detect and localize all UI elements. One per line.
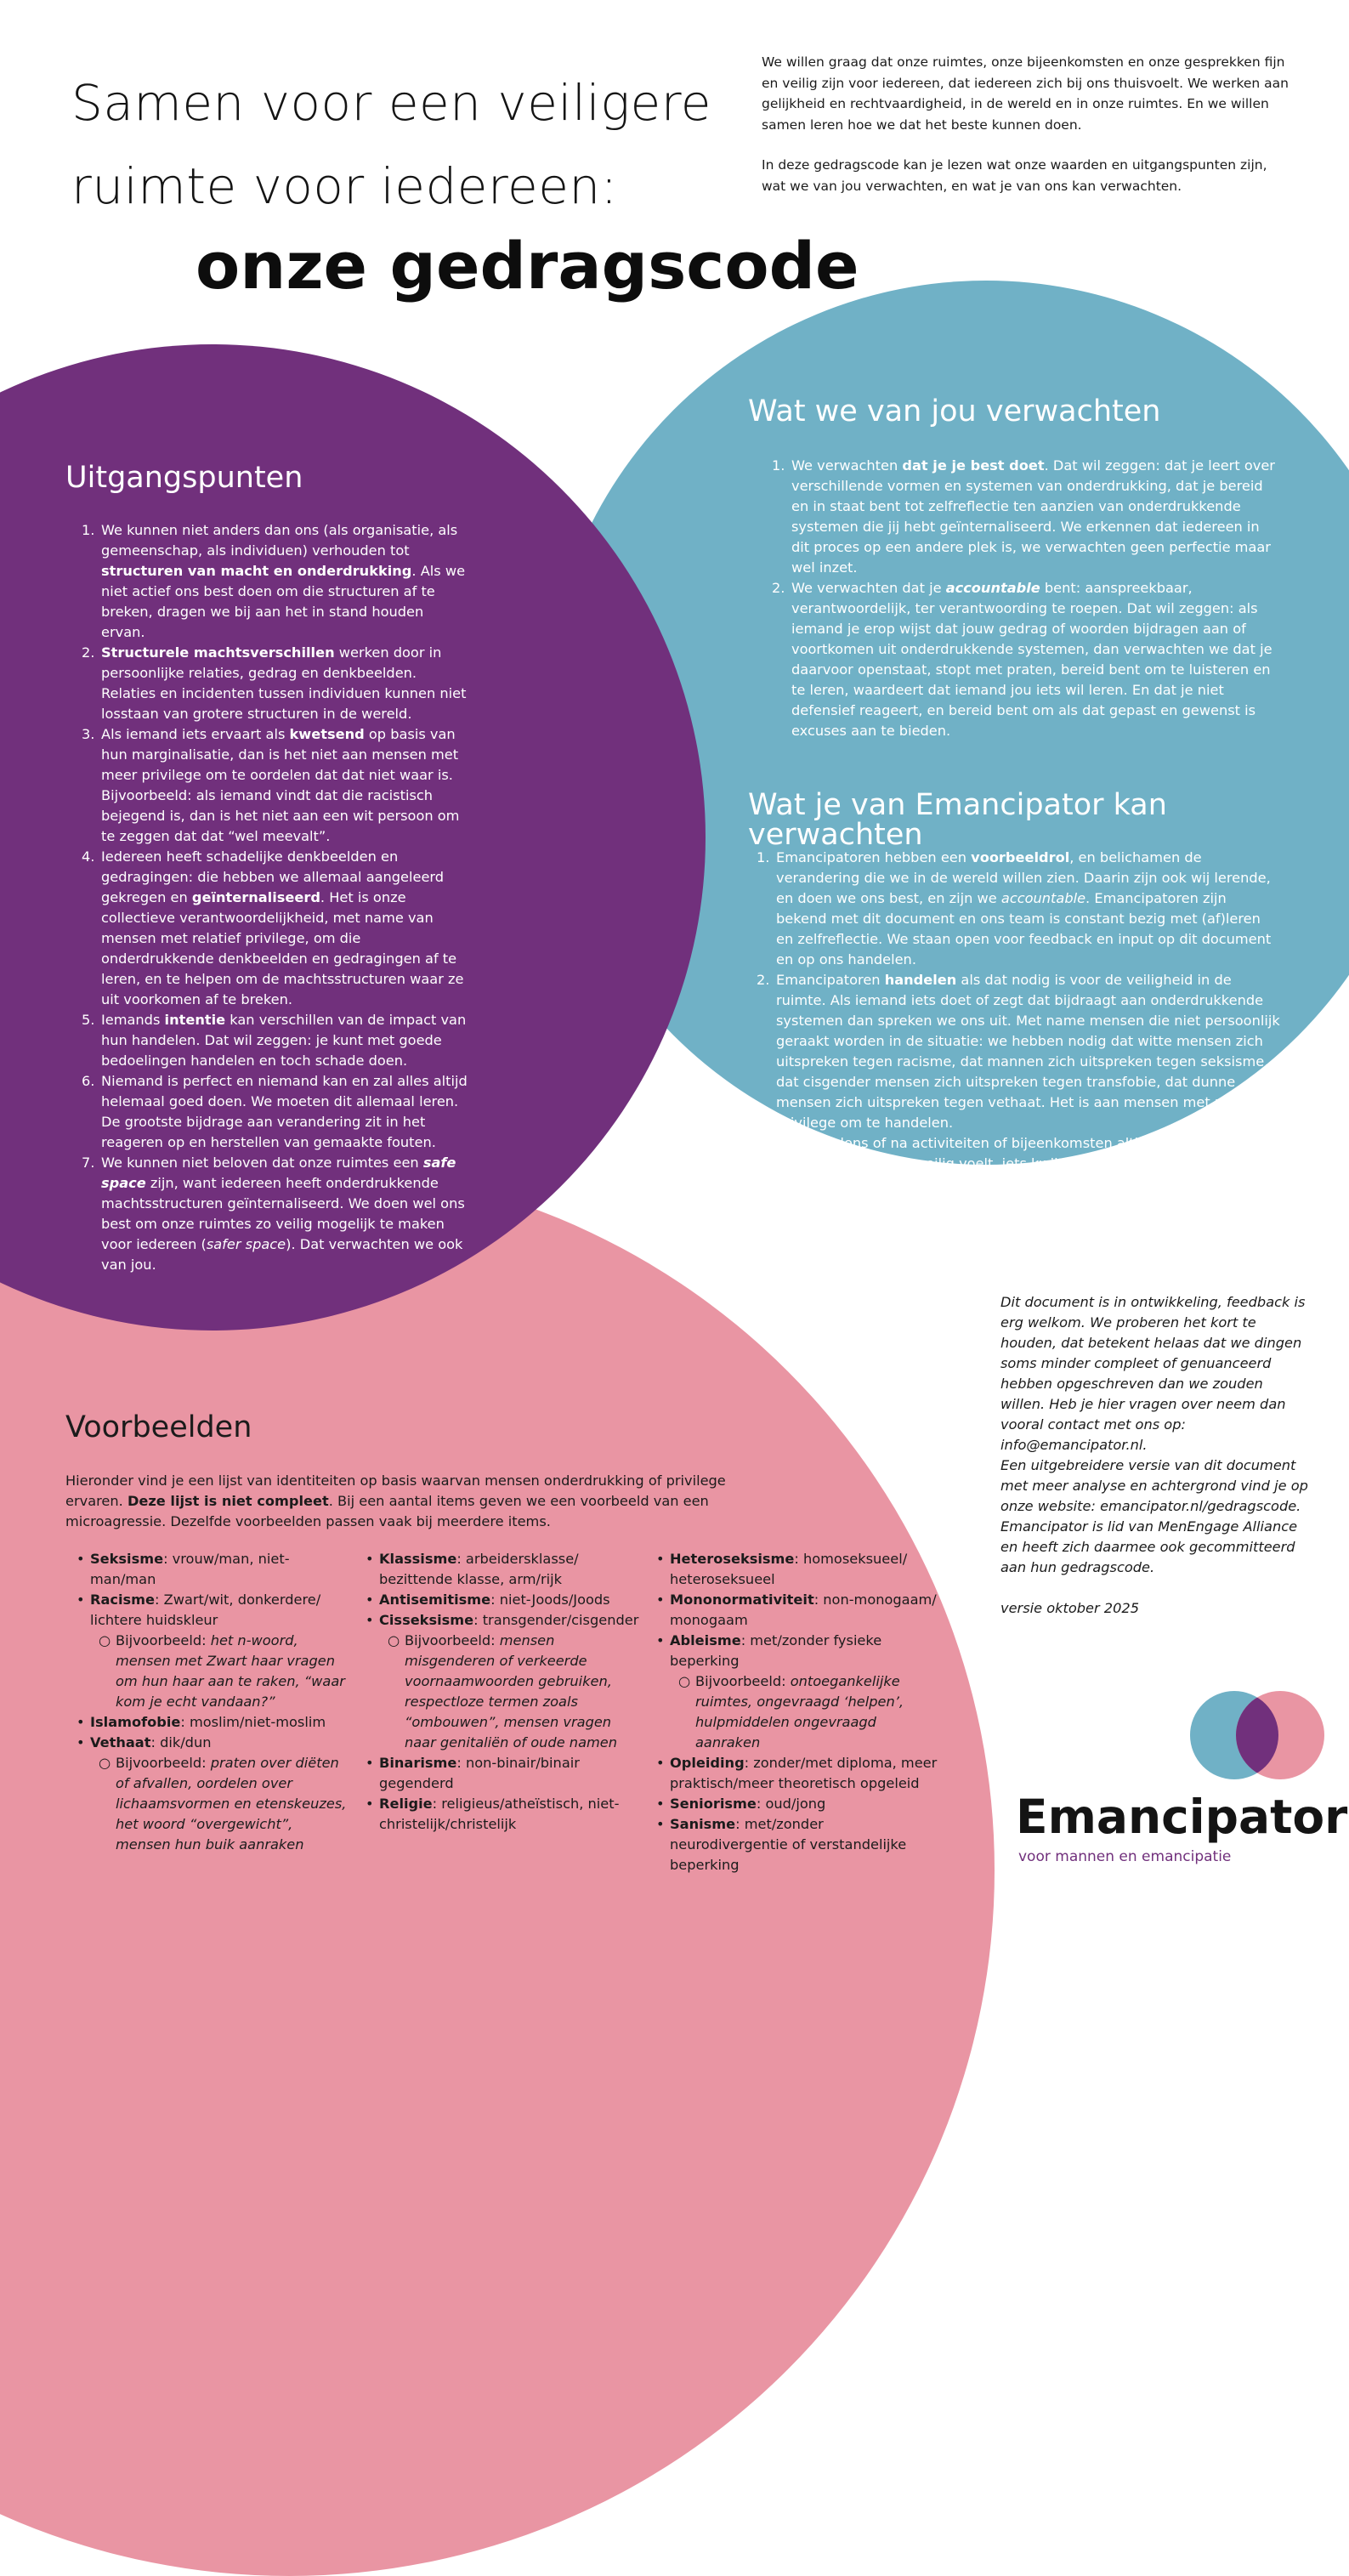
bullet-icon: • [656, 1816, 665, 1832]
voorbeeld-item [357, 1794, 642, 1835]
voorbeeld-item [648, 1590, 941, 1631]
bullet-icon: • [656, 1551, 665, 1567]
voorbeeld-item [68, 1590, 349, 1712]
logo-tagline: voor mannen en emancipatie [1018, 1848, 1232, 1865]
bullet-icon: • [366, 1592, 374, 1608]
list-item-text: Je kan tijdens of na activiteiten of bijeenkomsten altijd bij emancipatoren terecht als je je niet veilig voelt, iets kwijt wil, of iets anders nodig hebt. Via emancipator.nl/accountability kan je ook (evt. anoniem) dingen kwijt. [776, 1135, 1280, 1192]
voorbeeld-text: Binarisme: non-binair/binair gegenderd [379, 1755, 580, 1791]
voorbeeld-text: Cisseksisme: transgender/cisgender [379, 1612, 639, 1628]
voorbeeld-text: Vethaat: dik/dun [90, 1734, 212, 1750]
voorbeeld-example [90, 1631, 349, 1712]
voorbeeld-item [648, 1549, 941, 1590]
voorbeeld-sublist [90, 1753, 349, 1855]
voorbeeld-text: Racisme: Zwart/wit, donkerdere/ lichtere huidskleur [90, 1592, 321, 1628]
list-item-text: We kunnen niet anders dan ons (als organisatie, als gemeenschap, als individuen) verhouden tot structuren van macht en onderdrukking. Als we niet actief ons best doen om die structuren af te breken, dragen we bij aan het in stand houden ervan. [101, 522, 466, 640]
voorbeeld-example-text: Bijvoorbeeld: ontoegankelijke ruimtes, ongevraagd ‘helpen’, hulpmiddelen ongevraagd aanraken [695, 1673, 904, 1750]
voorbeelden-column-1 [68, 1549, 349, 1855]
voorbeeld-example [670, 1671, 941, 1753]
version-note: versie oktober 2025 [1000, 1600, 1139, 1616]
voorbeeld-example-text: Bijvoorbeeld: mensen misgenderen of verkeerde voornaamwoorden gebruiken, respectloze termen zoals “ombouwen”, mensen vragen naar genitaliën of oude namen [405, 1632, 617, 1750]
list-number: 2. [757, 972, 770, 988]
page-title-line-1: Samen voor een veiligere [71, 74, 711, 132]
voorbeeld-example [90, 1753, 349, 1855]
uitgangspunten-list [82, 520, 471, 1275]
list-item-text: Als iemand iets ervaart als kwetsend op basis van hun marginalisatie, dan is het niet aan mensen met meer privilege om te oordelen dat dat niet waar is. Bijvoorbeeld: als iemand vindt dat die racistisch bejegend is, dan is het niet aan een wit persoon om te zeggen dat dat “wel meevalt”. [101, 726, 460, 844]
voorbeeld-item [648, 1753, 941, 1794]
circle-bullet-icon: ○ [388, 1632, 400, 1648]
voorbeeld-item [357, 1753, 642, 1794]
uitgangspunt-item [82, 520, 471, 643]
logo-wordmark: Emancipator [1016, 1790, 1348, 1844]
voorbeeld-item [648, 1631, 941, 1753]
voorbeeld-item [68, 1733, 349, 1855]
voorbeeld-item [68, 1712, 349, 1733]
voorbeeld-text: Sanisme: met/zonder neurodivergentie of verstandelijke beperking [670, 1816, 907, 1873]
voorbeeld-item [357, 1549, 642, 1590]
intro-paragraph-1: We willen graag dat onze ruimtes, onze bijeenkomsten en onze gesprekken fijn en veilig zijn voor iedereen, dat iedereen zich bij ons thuisvoelt. We werken aan gelijkheid en rechtvaardigheid, in de wereld en in onze ruimtes. En we willen samen leren hoe we dat het beste kunnen doen. [762, 54, 1289, 133]
emancipator-verwachten-heading: Wat je van Emancipator kan verwachten [748, 788, 1167, 852]
voorbeeld-text: Klassisme: arbeidersklasse/ bezittende klasse, arm/rijk [379, 1551, 579, 1587]
voorbeeld-text: Seniorisme: oud/jong [670, 1796, 826, 1812]
circle-bullet-icon: ○ [99, 1632, 111, 1648]
feedback-note: Dit document is in ontwikkeling, feedback is erg welkom. We proberen het kort te houden, dat betekent helaas dat we dingen soms minder compleet of genuanceerd hebben opgeschreven dan we zouden willen. Heb je hier vragen over neem dan vooral contact met ons op: info@emancipator.nl. [1000, 1294, 1306, 1453]
bullet-icon: • [77, 1592, 85, 1608]
emancipator-verwachten-list [757, 848, 1280, 1194]
circle-bullet-icon: ○ [678, 1673, 691, 1689]
jou-verwachten-list [772, 456, 1278, 741]
voorbeeld-item [357, 1610, 642, 1753]
uitgangspunt-item [82, 1010, 471, 1071]
uitgangspunt-item [82, 1153, 471, 1275]
list-number: 3. [757, 1135, 770, 1151]
voorbeeld-item [68, 1549, 349, 1590]
voorbeeld-text: Mononormativiteit: non-monogaam/ monogaam [670, 1592, 937, 1628]
list-number: 1. [82, 522, 95, 538]
voorbeelden-intro: Hieronder vind je een lijst van identiteiten op basis waarvan mensen onderdrukking of privilege ervaren. Deze lijst is niet compleet. Bij een aantal items geven we een voorbeeld van een microagressie. Dezelfde voorbeelden passen vaak bij meerdere items. [65, 1472, 726, 1529]
list-item-text: Emancipatoren handelen als dat nodig is voor de veiligheid in de ruimte. Als iemand iets doet of zegt dat bijdraagt aan onderdrukkende systemen dan spreken we ons uit. Met name mensen die niet persoonlijk geraakt worden in de situatie: we hebben nodig dat witte mensen zich uitspreken tegen racisme, dat mannen zich uitspreken tegen seksisme, dat cisgender mensen zich uitspreken tegen transfobie, dat dunne mensen zich uitspreken tegen vethaat. Het is aan mensen met relatief privilege om te handelen. [776, 972, 1280, 1131]
list-number: 2. [82, 644, 95, 661]
jou-verwachten-item [772, 578, 1278, 741]
list-number: 5. [82, 1012, 95, 1028]
jou-verwachten-heading: Wat we van jou verwachten [748, 394, 1161, 428]
voorbeeld-sublist [379, 1631, 642, 1753]
emancipator-verwachten-item [757, 848, 1280, 970]
intro-paragraph-2: In deze gedragscode kan je lezen wat onze waarden en uitgangspunten zijn, wat we van jou verwachten, en wat je van ons kan verwachten. [762, 157, 1267, 194]
voorbeeld-item [648, 1794, 941, 1814]
voorbeeld-sublist [90, 1631, 349, 1712]
list-item-text: Iemands intentie kan verschillen van de impact van hun handelen. Dat wil zeggen: je kunt met goede bedoelingen handelen en toch schade doen. [101, 1012, 467, 1069]
list-item-text: Structurele machtsverschillen werken door in persoonlijke relaties, gedrag en denkbeelden. Relaties en incidenten tussen individuen kunnen niet losstaan van grotere structuren in de wereld. [101, 644, 467, 722]
uitgangspunten-heading: Uitgangspunten [65, 461, 303, 495]
bullet-icon: • [366, 1551, 374, 1567]
voorbeeld-text: Religie: religieus/atheïstisch, niet-christelijk/christelijk [379, 1796, 620, 1832]
list-number: 1. [757, 849, 770, 865]
list-item-text: We kunnen niet beloven dat onze ruimtes een safe space zijn, want iedereen heeft onderdrukkende machtsstructuren geïnternaliseerd. We doen wel ons best om onze ruimtes zo veilig mogelijk te maken voor iedereen (safer space). Dat verwachten we ook van jou. [101, 1155, 465, 1273]
bullet-icon: • [656, 1755, 665, 1771]
voorbeeld-example [379, 1631, 642, 1753]
voorbeeld-text: Islamofobie: moslim/niet-moslim [90, 1714, 326, 1730]
page-title-main: onze gedragscode [196, 228, 859, 304]
website-note: Een uitgebreidere versie van dit document met meer analyse en achtergrond vind je op onze website: emancipator.nl/gedragscode. Emancipator is lid van MenEngage Alliance en heeft zich daarmee ook gecommitteerd aan hun gedragscode. [1000, 1457, 1308, 1575]
list-number: 2. [772, 580, 785, 596]
list-number: 4. [82, 848, 95, 865]
jou-verwachten-item [772, 456, 1278, 578]
voorbeeld-example-text: Bijvoorbeeld: praten over diëten of afvallen, oordelen over lichaamsvormen en etenskeuzes, het woord “overgewicht”, mensen hun buik aanraken [116, 1755, 347, 1853]
voorbeeld-text: Seksisme: vrouw/man, niet-man/man [90, 1551, 290, 1587]
voorbeeld-text: Heteroseksisme: homoseksueel/ heteroseksueel [670, 1551, 908, 1587]
emancipator-verwachten-item [757, 970, 1280, 1133]
list-item-text: Niemand is perfect en niemand kan en zal alles altijd helemaal goed doen. We moeten dit allemaal leren. De grootste bijdrage aan verandering zit in het reageren op en herstellen van gemaakte fouten. [101, 1073, 468, 1150]
voorbeeld-item [648, 1814, 941, 1875]
list-number: 6. [82, 1073, 95, 1089]
bullet-icon: • [656, 1632, 665, 1648]
page-title-line-2: ruimte voor iedereen: [71, 157, 618, 215]
voorbeelden-column-3 [648, 1549, 941, 1875]
list-number: 3. [82, 726, 95, 742]
list-number: 7. [82, 1155, 95, 1171]
list-item-text: We verwachten dat je accountable bent: aanspreekbaar, verantwoordelijk, ter verantwoording te roepen. Dat wil zeggen: als iemand je erop wijst dat jouw gedrag of woorden bijdragen aan of voortkomen uit onderdrukkende systemen, dan verwachten we dat je daarvoor openstaat, stopt met praten, bereid bent om te luisteren en te leren, waardeert dat iemand jou iets wil leren. En dat je niet defensief reageert, en bereid bent om als dat gepast en gewenst is excuses aan te bieden. [791, 580, 1272, 739]
emancipator-logo-icon [1190, 1688, 1326, 1783]
uitgangspunt-item [82, 1071, 471, 1153]
list-item-text: Iedereen heeft schadelijke denkbeelden en gedragingen: die hebben we allemaal aangeleerd gekregen en geïnternaliseerd. Het is onze collectieve verantwoordelijkheid, met name van mensen met relatief privilege, om die onderdrukkende denkbeelden en gedragingen af te leren, en te helpen om de machtsstructuren waar ze uit voorkomen af te breken. [101, 848, 464, 1007]
voorbeeld-sublist [670, 1671, 941, 1753]
bullet-icon: • [366, 1796, 374, 1812]
bullet-icon: • [77, 1714, 85, 1730]
uitgangspunt-item [82, 643, 471, 724]
emancipator-verwachten-item [757, 1133, 1280, 1194]
voorbeeld-text: Opleiding: zonder/met diploma, meer praktisch/meer theoretisch opgeleid [670, 1755, 938, 1791]
uitgangspunt-item [82, 724, 471, 847]
voorbeelden-column-2 [357, 1549, 642, 1835]
voorbeelden-heading: Voorbeelden [65, 1410, 252, 1444]
list-item-text: We verwachten dat je je best doet. Dat wil zeggen: dat je leert over verschillende vormen en systemen van onderdrukking, dat je bereid en in staat bent tot zelfreflectie ten aanzien van onderdrukkende systemen die jij hebt geïnternaliseerd. We erkennen dat iedereen in dit proces op een andere plek is, we verwachten geen perfectie maar wel inzet. [791, 457, 1275, 576]
voorbeeld-example-text: Bijvoorbeeld: het n-woord, mensen met Zwart haar vragen om hun haar aan te raken, “waar kom je echt vandaan?” [116, 1632, 345, 1710]
voorbeeld-text: Ableisme: met/zonder fysieke beperking [670, 1632, 882, 1669]
bullet-icon: • [656, 1796, 665, 1812]
circle-bullet-icon: ○ [99, 1755, 111, 1771]
bullet-icon: • [77, 1734, 85, 1750]
uitgangspunt-item [82, 847, 471, 1010]
voorbeeld-item [357, 1590, 642, 1610]
bullet-icon: • [656, 1592, 665, 1608]
bullet-icon: • [366, 1612, 374, 1628]
list-item-text: Emancipatoren hebben een voorbeeldrol, en belichamen de verandering die we in de wereld willen zien. Daarin zijn ook wij lerende, en doen we ons best, en zijn we accountable. Emancipatoren zijn bekend met dit document en ons team is constant bezig met (af)leren en zelfreflectie. We staan open voor feedback en input op dit document en op ons handelen. [776, 849, 1272, 967]
list-number: 1. [772, 457, 785, 474]
bullet-icon: • [77, 1551, 85, 1567]
voorbeeld-text: Antisemitisme: niet-Joods/Joods [379, 1592, 610, 1608]
bullet-icon: • [366, 1755, 374, 1771]
